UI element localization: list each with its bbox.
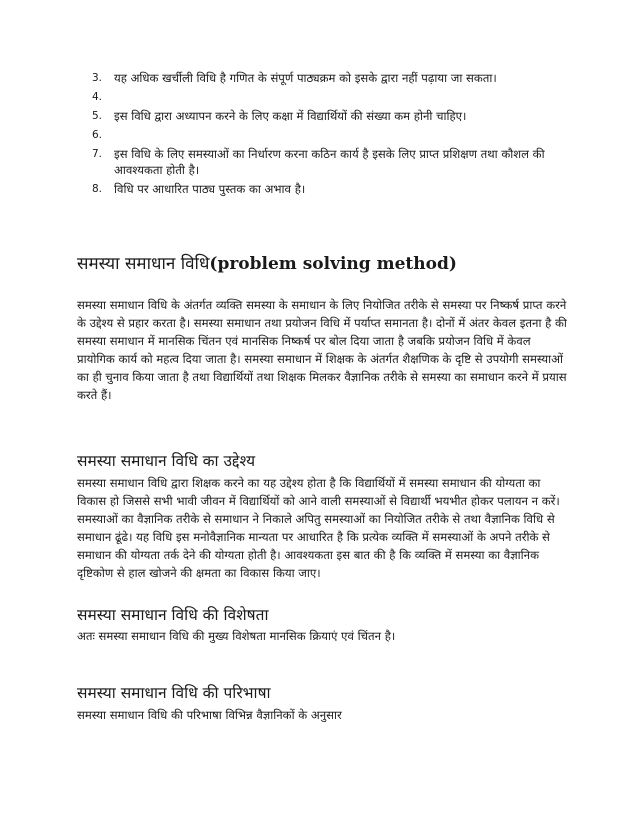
section-heading-features: समस्या समाधान विधि की विशेषता [77,606,269,624]
section-paragraph-objective: समस्या समाधान विधि द्वारा शिक्षक करने का यह उद्देश्य होता है कि विद्यार्थियों में समस्या समाधान की योग्यता का विकास हो जिससे सभी भावी जीवन में विद्यार्थियों को आने वाली समस्याओं से विद्यार्थी भयभीत होकर पलायन न करें। समस्याओं का वैज्ञानिक तरीके से समाधान ने निकाले अपितु समस्याओं का नियोजित तरीके से तथा वैज्ञानिक विधि से समाधान ढूंढे। यह विधि इस मनोवैज्ञानिक मान्यता पर आधारित है कि प्रत्येक व्यक्ति में समस्याओं के अपने तरीके से समाधान की योग्यता तर्क देने की योग्यता होती है। आवश्यकता इस बात की है कि व्यक्ति में समस्या का वैज्ञानिक दृष्टिकोण से हाल खोजने की क्षमता का विकास किया जाए। [77,476,560,580]
list-number: 6. [92,129,103,141]
section-heading-problem-solving-method [77,253,457,275]
section-paragraph-method: समस्या समाधान विधि के अंतर्गत व्यक्ति समस्या के समाधान के लिए नियोजित तरीके से समस्या पर निष्कर्ष प्राप्त करने के उद्देश्य से प्रहार करता है। समस्या समाधान तथा प्रयोजन विधि में पर्याप्त समानता है। दोनों में अंतर केवल इतना है की समस्या समाधान में मानसिक चिंतन एवं मानसिक निष्कर्ष पर बोल दिया जाता है जबकि प्रयोजन विधि में केवल प्रायोगिक कार्य को महत्व दिया जाता है। समस्या समाधान में शिक्षक के अंतर्गत शैक्षणिक के दृष्टि से उपयोगी समस्याओं का ही चुनाव किया जाता है तथा विद्यार्थियों तथा शिक्षक मिलकर वैज्ञानिक तरीके से समस्या का समाधान करने में प्रयास करते हैं। [77,298,567,402]
list-item [92,181,572,197]
disadvantages-list [92,70,572,200]
heading-english-text: (problem solving method) [209,254,457,274]
section-heading-objective: समस्या समाधान विधि का उद्देश्य [77,452,256,470]
list-number: 5. [92,110,103,122]
list-number: 7. [92,148,103,160]
list-text: इस विधि द्वारा अध्यापन करने के लिए कक्षा में विद्यार्थियों की संख्या कम होनी चाहिए। [114,109,467,123]
section-paragraph-features: अतः समस्या समाधान विधि की मुख्य विशेषता मानसिक क्रियाएं एवं चिंतन है। [77,629,396,643]
list-text: विधि पर आधारित पाठ्य पुस्तक का अभाव है। [114,182,306,196]
list-text: यह अधिक खर्चीली विधि है गणित के संपूर्ण पाठ्यक्रम को इसके द्वारा नहीं पढ़ाया जा सकता। [114,71,497,85]
list-item [92,127,572,143]
section-paragraph-definition: समस्या समाधान विधि की परिभाषा विभिन्न वैज्ञानिकों के अनुसार [77,708,342,722]
heading-hindi-text: समस्या समाधान विधि [77,254,210,274]
section-heading-definition: समस्या समाधान विधि की परिभाषा [77,684,271,702]
list-item [92,146,572,178]
list-item [92,108,572,124]
list-item [92,89,572,105]
list-number: 4. [92,91,103,103]
list-number: 8. [92,183,103,195]
list-item [92,70,572,86]
list-number: 3. [92,72,103,84]
list-text: इस विधि के लिए समस्याओं का निर्धारण करना कठिन कार्य है इसके लिए प्राप्त प्रशिक्षण तथा कौशल की आवश्यकता होती है। [114,147,545,177]
